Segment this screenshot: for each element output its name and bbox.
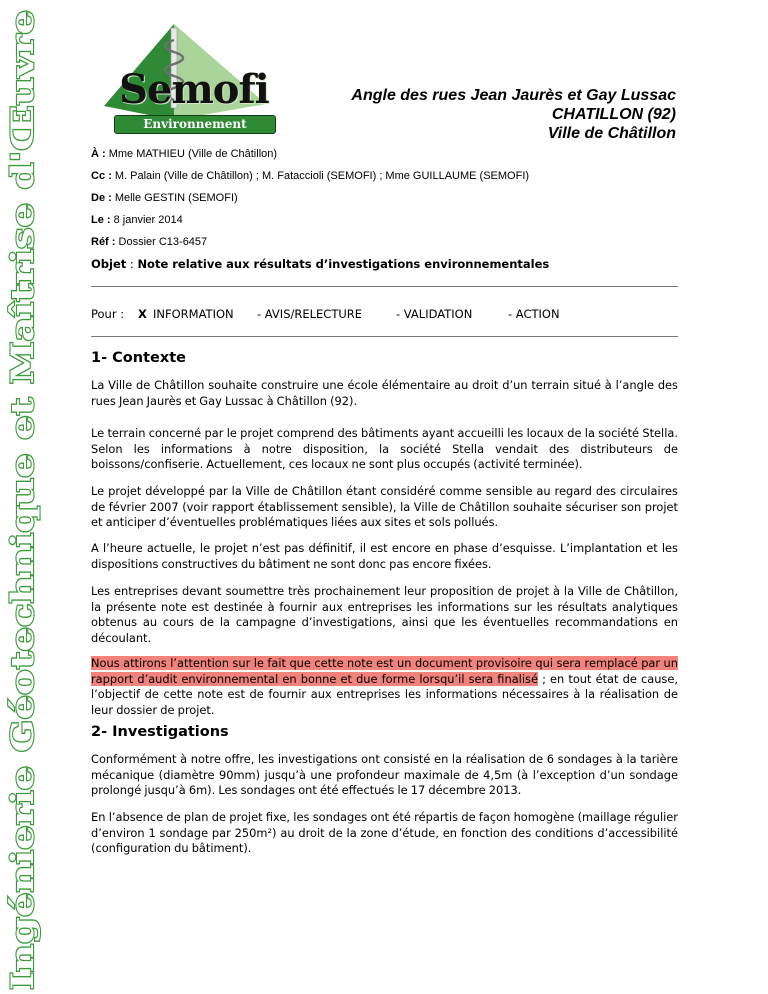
meta-subject: Objet : Note relative aux résultats d’investigations environnementales	[91, 257, 550, 271]
section-title-context: 1- Contexte	[91, 350, 186, 366]
meta-reference: Réf : Dossier C13-6457	[91, 236, 208, 248]
paragraph: A l’heure actuelle, le projet n’est pas définitif, il est encore en phase d’esquisse. L’implantation et les dispositions constructives du bâtiment ne sont donc pas encore fixées.	[91, 541, 678, 571]
company-logo	[98, 20, 284, 138]
paragraph: La Ville de Châtillon souhaite construire une école élémentaire au droit d’un terrain situé à l’angle des rues Jean Jaurès et Gay Lussac à Châtillon (92).	[91, 378, 678, 408]
memo-meta	[91, 148, 549, 280]
purpose-option-review: - AVIS/RELECTURE	[257, 307, 363, 321]
location-line-2: CHATILLON (92)	[551, 106, 676, 123]
divider-bottom	[91, 336, 678, 337]
paragraph-highlighted-notice: Nous attirons l’attention sur le fait que cette note est un document provisoire qui sera remplacé par un rapport d’audit environnemental en bonne et due forme lorsqu’il sera finalisé ; en tout état de cause, l’objectif de cette note est de fournir aux entreprises les informations nécessaires à la réalisation de leur dossier de projet.	[91, 656, 678, 717]
paragraph: Les entreprises devant soumettre très prochainement leur proposition de projet à la Ville de Châtillon, la présente note est destinée à fournir aux entreprises les informations sur les résultats analytiques obtenus au cours de la campagne d’investigations, ainsi que les éventuelles recommandations en découlant.	[91, 584, 678, 645]
meta-cc: Cc : M. Palain (Ville de Châtillon) ; M. Fataccioli (SEMOFI) ; Mme GUILLAUME (SEMOFI)	[91, 170, 530, 182]
logo-subtitle: Environnement	[114, 115, 276, 134]
divider-top	[91, 286, 678, 287]
paragraph: Le projet développé par la Ville de Châtillon étant considéré comme sensible au regard des circulaires de février 2007 (voir rapport établissement sensible), la Ville de Châtillon souhaite sécuriser son projet et anticiper d’éventuelles problématiques liées aux sites et sols pollués.	[91, 484, 678, 529]
highlighted-text: Nous attirons l’attention sur le fait que cette note est un document provisoire qui sera remplacé par un rapport d’audit environnemental en bonne et due forme lorsqu’il sera finalisé	[91, 656, 678, 686]
meta-recipient: À : Mme MATHIEU (Ville de Châtillon)	[91, 148, 278, 160]
purpose-label: Pour :	[91, 307, 125, 321]
side-banner-text: Ingénierie Géotechnique et Maîtrise d'Œuvre	[5, 201, 41, 990]
paragraph: En l’absence de plan de projet fixe, les sondages ont été répartis de façon homogène (maillage régulier d’environ 1 sondage par 250m²) au droit de la zone d’étude, en fonction des conditions d’accessibilité (configuration du bâtiment).	[91, 810, 678, 855]
section-title-investigations: 2- Investigations	[91, 724, 229, 740]
location-line-1: Angle des rues Jean Jaurès et Gay Lussac	[351, 87, 676, 104]
purpose-check-mark: X	[138, 307, 147, 321]
meta-from: De : Melle GESTIN (SEMOFI)	[91, 192, 238, 204]
location-line-3: Ville de Châtillon	[547, 125, 676, 142]
side-banner	[0, 0, 44, 994]
meta-date: Le : 8 janvier 2014	[91, 214, 183, 226]
location-header	[351, 86, 676, 143]
purpose-option-action: - ACTION	[508, 307, 560, 321]
logo-name: Semofi	[119, 66, 269, 113]
purpose-option-information: INFORMATION	[153, 307, 234, 321]
purpose-option-validation: - VALIDATION	[396, 307, 473, 321]
paragraph: Conformément à notre offre, les investigations ont consisté en la réalisation de 6 sondages à la tarière mécanique (diamètre 90mm) jusqu’à une profondeur maximale de 4,5m (à l’exception d’un sondage prolongé jusqu’à 6m). Les sondages ont été effectués le 17 décembre 2013.	[91, 752, 678, 797]
paragraph: Le terrain concerné par le projet comprend des bâtiments ayant accueilli les locaux de la société Stella. Selon les informations à notre disposition, la société Stella vendait des distributeurs de boissons/confiserie. Actuellement, ces locaux ne sont plus occupés (activité terminée).	[91, 426, 678, 471]
